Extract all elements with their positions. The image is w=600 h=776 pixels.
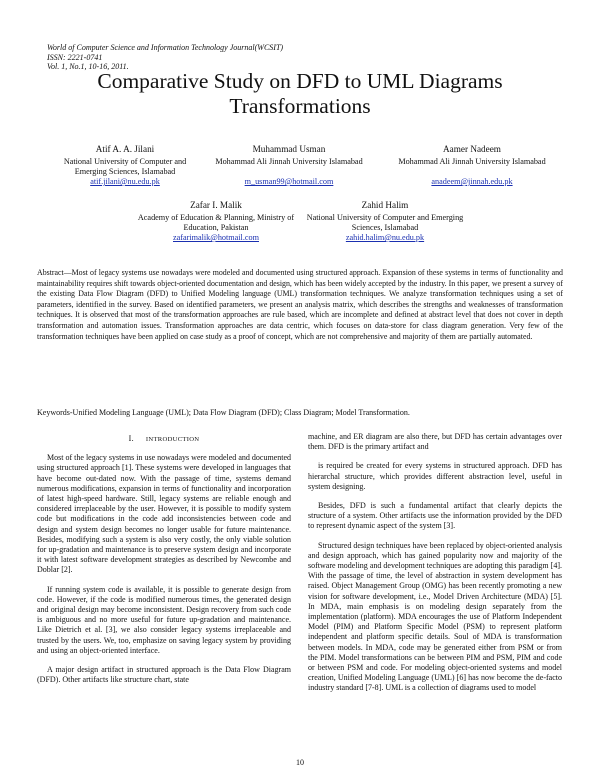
section-title: INTRODUCTION	[145, 436, 200, 443]
author-name: Muhammad Usman	[252, 144, 326, 154]
paper-title	[0, 69, 600, 119]
right-column	[308, 432, 562, 703]
author-name: Zahid Halim	[361, 200, 409, 210]
paragraph: Besides, DFD is such a fundamental artifact that clearly depicts the structure of a system. Other artifacts use the information provided by the DFD to represent dynamic aspect of the system [3].	[308, 501, 562, 531]
paragraph: is required be created for every systems in structured approach. DFD has hierarchal structure, which provides different abstraction level, useful in system designing.	[308, 461, 562, 491]
author-email-link[interactable]: zahid.halim@nu.edu.pk	[345, 233, 425, 242]
author-affiliation: Mohammad Ali Jinnah University Islamabad	[398, 157, 546, 166]
journal-volume: Vol. 1, No.1, 10-16, 2011.	[47, 62, 129, 71]
author-block-2	[198, 144, 380, 187]
author-email-link[interactable]: anadeem@jinnah.edu.pk	[431, 177, 513, 186]
author-block-4	[132, 200, 300, 243]
paragraph: machine, and ER diagram are also there, but DFD has certain advantages over them. DFD is the primary artifact and	[308, 432, 562, 452]
section-number: I.	[128, 434, 134, 443]
title-line-1: Comparative Study on DFD to UML Diagrams	[97, 69, 503, 93]
paragraph: Structured design techniques have been replaced by object-oriented analysis and design approach, which has gained popularity now and majority of the software modeling and development techniques are adopting this paradigm [4]. With the passage of time, the level of abstraction in system development has raised. Object Management Group (OMG) has been recently promoting a new vision for software development, i.e., Model Driven Architecture (MDA) [5]. In MDA, main emphasis is on modeling design separately from the implementation (platform). MDA encourages the use of Platform Independent Model (PIM) and Platform Specific Model (PSM) to represent platform independent and platform specific details. Soul of MDA is transformation between models. In MDA, code may be generated either from PSM or from the PIM. Model transformations can be between PIM and PSM, PIM and code or between PSM and code. For modeling object-oriented systems and model creation, Unified Modeling Language (UML) [6] has now become the de-facto industry standard [7-8]. UML is a collection of diagrams used to model	[308, 540, 562, 693]
author-email-link[interactable]: atif.jilani@nu.edu.pk	[90, 177, 160, 186]
author-affiliation: Mohammad Ali Jinnah University Islamabad	[215, 157, 363, 166]
author-name: Aamer Nadeem	[443, 144, 501, 154]
author-name: Atif A. A. Jilani	[95, 144, 155, 154]
left-column	[37, 432, 291, 694]
section-heading	[37, 434, 291, 445]
paragraph: Most of the legacy systems in use nowadays were modeled and documented using structured approach [1]. These systems were developed in languages that have become out-dated now. With the passage of time, systems demand numerous modifications, expansion in terms of functionality and incorporation of latest high-speed hardware. Still, legacy systems are reliable enough and considered irreplaceable by the user. However, it is possible to modify system code but modifications in the code add inconsistencies between code and design and system design becomes no longer usable for future maintenance. Besides, modifying such a system is also very costly, the only viable solution for up-gradation and maintenance is to preserve system design and incorporate it with latest software development strategies as described by Newcombe and Doblar [2].	[37, 453, 291, 575]
author-block-1	[55, 144, 195, 187]
author-block-5	[302, 200, 468, 243]
abstract: Abstract—Most of legacy systems use nowadays were modeled and documented using structured approach. Expansion of these systems in terms of functionality and maintainability requires shift towards object-oriented documentation and design, which has been widely accepted by the industry. In this paper, we present a survey of the existing Data Flow Diagram (DFD) to Unified Modeling language (UML) transformation techniques. We analyze transformation techniques using a set of parameters, identified in the survey. Based on identified parameters, we present an analysis matrix, which describes the strengths and weaknesses of transformation techniques. It is observed that most of the transformation approaches are rule based, which are incomplete and defined at abstract level that does not cover in depth transformation and automation issues. Transformation approaches are data centric, which focuses on data-store for class diagram generation. Very few of the transformation techniques have been applied on case study as a proof of concept, which are not comprehensive and majority of them are partially automated.	[37, 268, 563, 341]
page-number: 10	[296, 758, 304, 767]
journal-name: World of Computer Science and Information Technology Journal(WCSIT)	[47, 43, 284, 52]
keywords: Keywords-Unified Modeling Language (UML); Data Flow Diagram (DFD); Class Diagram; Model Transformation.	[37, 408, 410, 417]
journal-issn: ISSN: 2221-0741	[47, 52, 103, 62]
title-line-2: Transformations	[229, 94, 371, 118]
paragraph: If running system code is available, it is possible to generate design from code. However, if the code is modified numerous times, the generated design and original design may become inconsistent. Design recovery from such code is ambiguous and no more useful for future up-gradation and maintenance. Like Dietrich et al. [3], we also consider legacy systems irreplaceable and trusted by the users. We, too, emphasize on saving legacy system by providing and using an object-oriented interface.	[37, 584, 291, 655]
journal-header	[47, 43, 283, 72]
author-email-link[interactable]: zafarimalik@hotmail.com	[173, 233, 259, 242]
author-email-link[interactable]: m_usman99@hotmail.com	[244, 177, 334, 186]
author-name: Zafar I. Malik	[190, 200, 242, 210]
paragraph: A major design artifact in structured approach is the Data Flow Diagram (DFD). Other artifacts like structure chart, state	[37, 665, 291, 685]
author-block-3	[382, 144, 562, 187]
author-affiliation: Academy of Education & Planning, Ministry of Education, Pakistan	[137, 213, 295, 232]
author-affiliation: National University of Computer and Emerging Sciences, Islamabad	[63, 157, 187, 176]
author-affiliation: National University of Computer and Emerging Sciences, Islamabad	[306, 213, 464, 232]
